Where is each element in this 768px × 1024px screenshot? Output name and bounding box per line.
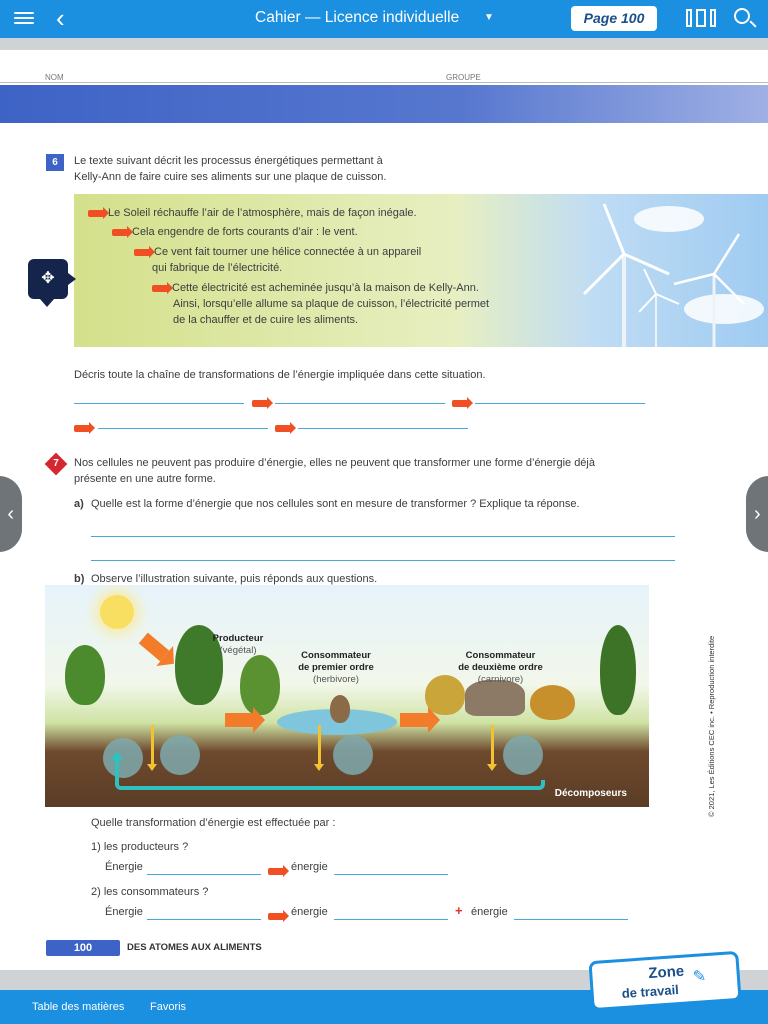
red-arrow-icon bbox=[112, 229, 128, 236]
consommateur-2-label: Consommateur de deuxième ordre (carnivore) bbox=[458, 650, 543, 685]
menu-icon[interactable] bbox=[14, 9, 34, 27]
pen-icon: ✎ bbox=[692, 968, 707, 987]
red-arrow-icon bbox=[134, 249, 150, 256]
red-arrow-icon bbox=[152, 285, 168, 292]
question-6-number: 6 bbox=[46, 154, 64, 171]
red-arrow-icon bbox=[452, 395, 472, 413]
sub-question-2: 2) les consommateurs ? bbox=[91, 886, 209, 898]
step-line-4b: Ainsi, lorsqu’elle allume sa plaque de cuisson, l’électricité permet bbox=[173, 298, 490, 310]
wind-turbine-panel bbox=[74, 194, 768, 347]
red-arrow-icon bbox=[268, 863, 288, 881]
chapter-title: DES ATOMES AUX ALIMENTS bbox=[127, 942, 262, 953]
tree-shape bbox=[600, 625, 636, 715]
answer-line[interactable] bbox=[275, 403, 445, 404]
chevron-right-icon: › bbox=[754, 503, 761, 525]
question-7a-label: a) bbox=[74, 498, 84, 510]
previous-page-button[interactable] bbox=[0, 476, 22, 552]
microbe-circle bbox=[503, 735, 543, 775]
red-arrow-icon bbox=[88, 210, 104, 217]
question-6-intro-1: Le texte suivant décrit les processus énergétiques permettant à bbox=[74, 155, 383, 167]
rabbit-image bbox=[330, 695, 350, 723]
wind-turbines-image bbox=[544, 194, 768, 347]
step-line-4c: de la chauffer et de cuire les aliments. bbox=[173, 314, 359, 326]
energie-label: Énergie bbox=[105, 906, 143, 918]
sub-question-1: 1) les producteurs ? bbox=[91, 841, 189, 853]
top-bar bbox=[0, 0, 768, 38]
nom-label: NOM bbox=[45, 73, 64, 82]
question-6-prompt: Décris toute la chaîne de transformations de l’énergie impliquée dans cette situation. bbox=[74, 369, 486, 381]
question-7-intro-1: Nos cellules ne peuvent pas produire d’énergie, elles ne peuvent que transformer une forme d’énergie déjà bbox=[74, 457, 595, 469]
orange-arrow-icon bbox=[139, 633, 169, 662]
decomposeurs-label: Décomposeurs bbox=[554, 788, 627, 799]
answer-line[interactable] bbox=[514, 919, 628, 920]
yellow-arrow-icon bbox=[151, 725, 154, 765]
yellow-arrow-icon bbox=[318, 725, 321, 765]
workbook-page bbox=[0, 50, 768, 970]
next-page-button[interactable] bbox=[746, 476, 768, 552]
answer-line[interactable] bbox=[74, 403, 244, 404]
chevron-left-icon: ‹ bbox=[7, 503, 14, 525]
question-7b-label: b) bbox=[74, 573, 85, 585]
question-7b-text: Observe l’illustration suivante, puis réponds aux questions. bbox=[91, 573, 378, 585]
page-indicator-button[interactable]: Page 100 bbox=[571, 6, 657, 31]
zone-label: Zone bbox=[647, 962, 685, 983]
plus-sign: + bbox=[455, 903, 463, 918]
nutrient-cycle-path bbox=[115, 780, 545, 790]
energie-label: énergie bbox=[291, 906, 328, 918]
sub-question: Quelle transformation d’énergie est effectuée par : bbox=[91, 817, 336, 829]
microbe-circle bbox=[333, 735, 373, 775]
energie-label: énergie bbox=[291, 861, 328, 873]
food-chain-illustration bbox=[45, 585, 649, 807]
copyright-notice: © 2021, Les Éditions CEC inc. • Reproduction interdite bbox=[707, 635, 716, 817]
question-7a-text: Quelle est la forme d’énergie que nos cellules sont en mesure de transformer ? Explique ta réponse. bbox=[91, 498, 580, 510]
toc-link[interactable]: Table des matières bbox=[32, 1001, 125, 1013]
red-arrow-icon bbox=[275, 420, 295, 438]
answer-line[interactable] bbox=[91, 560, 675, 561]
tree-shape bbox=[65, 645, 105, 705]
header-divider bbox=[0, 82, 768, 83]
answer-line[interactable] bbox=[298, 428, 468, 429]
search-icon[interactable] bbox=[734, 8, 750, 24]
consommateur-1-label: Consommateur de premier ordre (herbivore) bbox=[298, 650, 374, 685]
step-line-4: Cette électricité est acheminée jusqu’à la maison de Kelly-Ann. bbox=[152, 281, 479, 296]
step-line-3b: qui fabrique de l’électricité. bbox=[152, 262, 283, 274]
answer-line[interactable] bbox=[334, 874, 448, 875]
step-line-3: Ce vent fait tourner une hélice connectée à un appareil bbox=[134, 245, 421, 260]
cyan-arrow-icon bbox=[115, 760, 119, 785]
question-7-number: 7 bbox=[53, 458, 59, 469]
tree-shape bbox=[240, 655, 280, 715]
microbe-circle bbox=[160, 735, 200, 775]
energie-label: Énergie bbox=[105, 861, 143, 873]
answer-line[interactable] bbox=[334, 919, 448, 920]
answer-line[interactable] bbox=[91, 536, 675, 537]
red-arrow-icon bbox=[74, 420, 94, 438]
answer-line[interactable] bbox=[147, 874, 261, 875]
red-arrow-icon bbox=[252, 395, 272, 413]
answer-line[interactable] bbox=[98, 428, 268, 429]
question-6-intro-2: Kelly-Ann de faire cuire ses aliments sur une plaque de cuisson. bbox=[74, 171, 387, 183]
yellow-arrow-icon bbox=[491, 725, 494, 765]
producteur-label: Producteur (végétal) bbox=[212, 633, 264, 656]
groupe-label: GROUPE bbox=[446, 73, 481, 82]
header-band bbox=[0, 85, 768, 123]
step-line-1: Le Soleil réchauffe l’air de l’atmosphère, mais de façon inégale. bbox=[88, 206, 417, 221]
answer-line[interactable] bbox=[475, 403, 645, 404]
back-icon[interactable]: ‹ bbox=[56, 3, 65, 33]
orange-arrow-icon bbox=[225, 713, 253, 727]
de-travail-label: de travail bbox=[621, 982, 680, 1002]
dropdown-caret-icon[interactable]: ▼ bbox=[484, 12, 494, 23]
document-title[interactable]: Cahier — Licence individuelle bbox=[255, 9, 460, 26]
answer-line[interactable] bbox=[147, 919, 261, 920]
zone-de-travail-button[interactable] bbox=[588, 951, 741, 1011]
move-tool-button[interactable] bbox=[28, 259, 68, 299]
orange-arrow-icon bbox=[400, 713, 428, 727]
move-icon: ✥ bbox=[41, 270, 55, 287]
tree-shape bbox=[530, 685, 575, 720]
favoris-link[interactable]: Favoris bbox=[150, 1001, 187, 1013]
question-7-intro-2: présente en une autre forme. bbox=[74, 473, 216, 485]
energie-label: énergie bbox=[471, 906, 508, 918]
sun-icon bbox=[100, 595, 134, 629]
step-line-2: Cela engendre de forts courants d’air : le vent. bbox=[112, 225, 358, 240]
page-number-badge: 100 bbox=[46, 940, 120, 956]
red-arrow-icon bbox=[268, 908, 288, 926]
book-icon[interactable] bbox=[686, 9, 718, 27]
